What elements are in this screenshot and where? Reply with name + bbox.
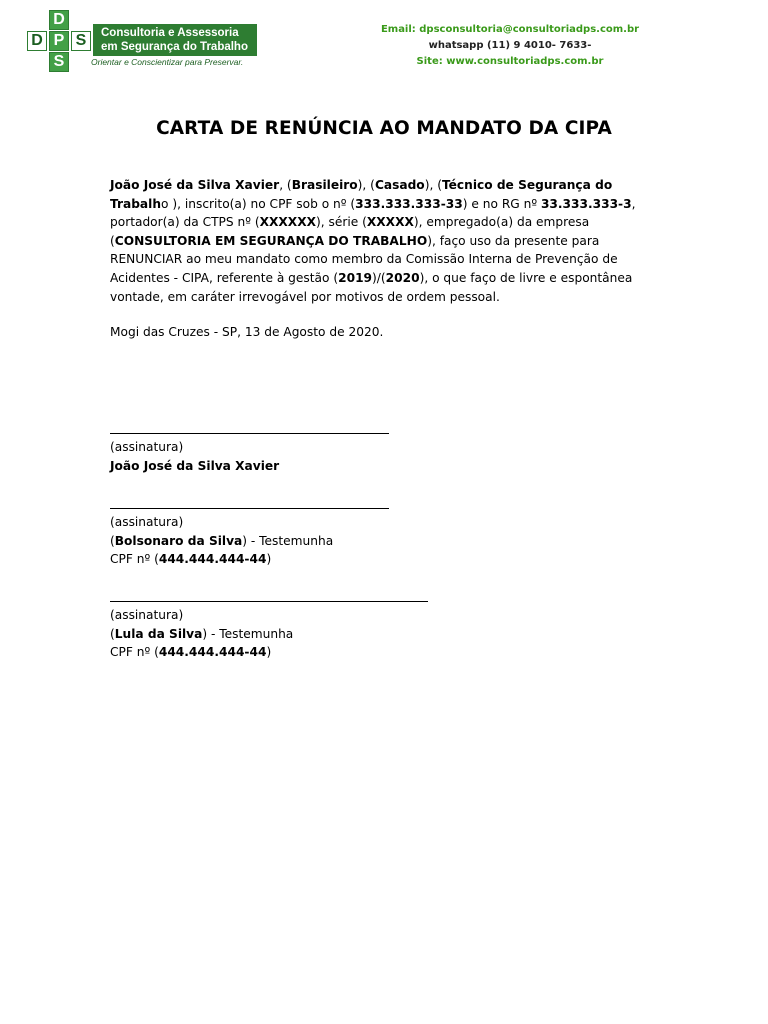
logo-tagline: Orientar e Conscientizar para Preservar. xyxy=(91,57,244,67)
year-start: 2019 xyxy=(338,270,373,285)
text-fragment: ), faço uso da presente para RENUNCIAR ao meu mandato como membro da Comissão Interna de Prevenção de Acidentes - CIPA, referente à gestão ( xyxy=(110,233,618,285)
signature-caption: (assinatura) xyxy=(110,608,184,622)
witness-cpf: 444.444.444-44 xyxy=(158,552,267,567)
contact-site[interactable]: Site: www.consultoriadps.com.br xyxy=(416,56,604,67)
rg-number: 33.333.333-3 xyxy=(540,196,632,211)
logo-letter-grid xyxy=(27,10,91,72)
ctps-serie: XXXXX xyxy=(366,215,414,230)
profession: Técnico de Segurança do Trabalh xyxy=(110,178,613,211)
company-logo xyxy=(27,10,267,72)
logo-line-1: Consultoria e Assessoria xyxy=(101,27,239,39)
cpf-number: 333.333.333-33 xyxy=(355,196,463,211)
text-fragment: ), ( xyxy=(424,178,442,192)
witness-cpf: 444.444.444-44 xyxy=(158,645,267,660)
ctps-number: XXXXXX xyxy=(259,215,316,230)
logo-letter: S xyxy=(71,31,91,51)
signature-caption: (assinatura) xyxy=(110,515,184,529)
cpf-label: CPF nº ( xyxy=(110,645,159,660)
signature-block-witness-2: (assinatura) (Lula da Silva) - Testemunha CPF nº (444.444.444-44) xyxy=(110,601,428,662)
text-fragment: ), inscrito(a) no CPF sob o nº ( xyxy=(168,196,356,211)
text-fragment: ), ( xyxy=(357,178,375,192)
marital-status: Casado xyxy=(374,178,425,192)
witness-name: Lula da Silva xyxy=(114,626,203,641)
signature-line xyxy=(110,433,389,434)
signature-caption: (assinatura) xyxy=(110,440,184,454)
declarant-name: João José da Silva Xavier xyxy=(110,178,280,192)
signature-block-witness-1: (assinatura) (Bolsonaro da Silva) - Testemunha CPF nº (444.444.444-44) xyxy=(110,508,389,569)
contact-block xyxy=(360,22,660,70)
text-fragment: ) e no RG nº xyxy=(462,196,541,211)
text-fragment: , portador(a) da CTPS nº ( xyxy=(110,196,636,230)
logo-line-2: em Segurança do Trabalho xyxy=(101,41,248,53)
text-fragment: , ( xyxy=(279,178,292,192)
place-date: Mogi das Cruzes - SP, 13 de Agosto de 2020. xyxy=(110,325,384,339)
signature-line xyxy=(110,508,389,509)
cpf-close: ) xyxy=(266,552,272,567)
letter-body xyxy=(110,176,660,306)
company-name: CONSULTORIA EM SEGURANÇA DO TRABALHO xyxy=(114,233,428,248)
text-fragment: ), empregado(a) da empresa ( xyxy=(110,215,590,248)
year-end: 2020 xyxy=(385,270,420,285)
nationality: Brasileiro xyxy=(291,178,358,192)
document-title: CARTA DE RENÚNCIA AO MANDATO DA CIPA xyxy=(156,118,612,139)
witness-name: Bolsonaro da Silva xyxy=(114,533,243,548)
profession-end: o xyxy=(161,196,169,211)
text-fragment: ), o que faço de livre e espontânea vontade, em caráter irrevogável por motivos de ordem pessoal. xyxy=(110,270,633,304)
logo-letter: D xyxy=(27,31,47,51)
contact-whatsapp: whatsapp (11) 9 4010- 7633- xyxy=(428,40,592,51)
logo-letter: P xyxy=(49,31,69,51)
text-fragment: )/( xyxy=(372,270,386,285)
contact-email[interactable]: Email: dpsconsultoria@consultoriadps.com.br xyxy=(380,24,640,35)
cpf-label: CPF nº ( xyxy=(110,552,159,567)
signature-block-declarant xyxy=(110,433,389,475)
cpf-close: ) xyxy=(266,645,272,660)
logo-text-band xyxy=(93,24,257,56)
witness-role: ) - Testemunha xyxy=(242,533,334,548)
logo-letter: S xyxy=(49,52,69,72)
witness-role: ) - Testemunha xyxy=(202,626,294,641)
logo-letter: D xyxy=(49,10,69,30)
signature-line xyxy=(110,601,428,602)
text-fragment: ), série ( xyxy=(316,215,367,230)
signer-name: João José da Silva Xavier xyxy=(110,458,280,473)
